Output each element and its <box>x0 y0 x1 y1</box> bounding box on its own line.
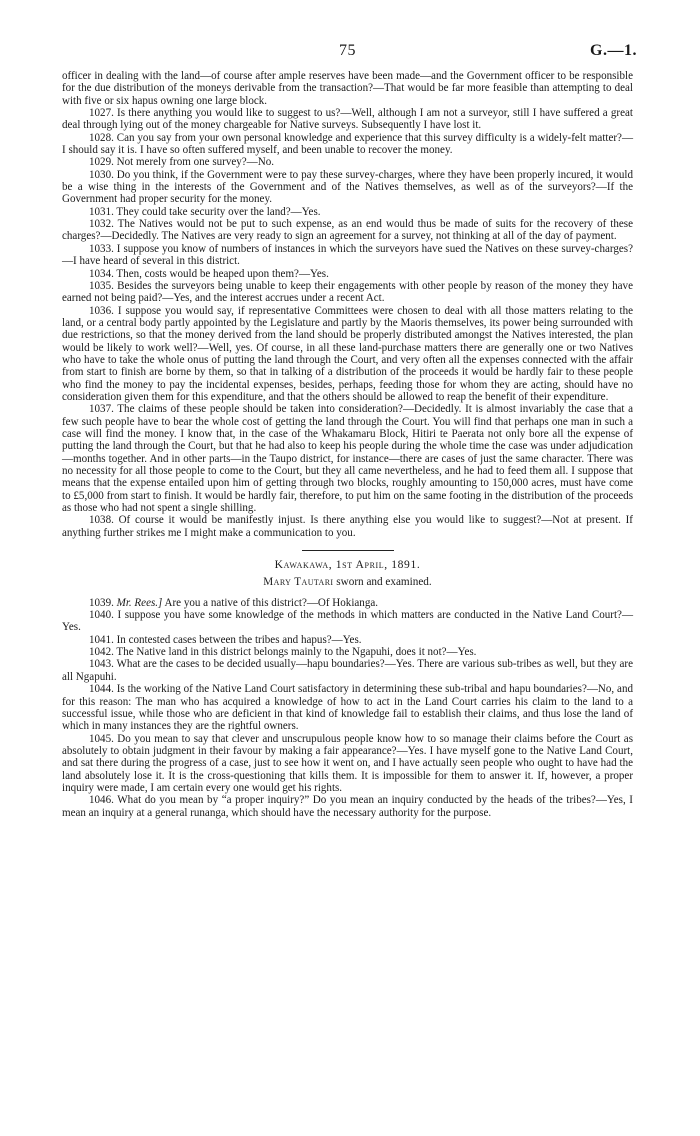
question-1034: 1034. Then, costs would be heaped upon them?—Yes. <box>89 267 329 280</box>
question-1039 <box>62 597 633 609</box>
question-1046: 1046. What do you mean by “a proper inquiry?” Do you mean an inquiry conducted by the heads of the tribes?—Yes, I mean an inquiry at a general runanga, which should have the necessary authority for the purpose. <box>62 794 633 819</box>
witness-status: sworn and examined. <box>336 576 432 589</box>
section-divider <box>302 550 394 551</box>
witness-name: Mary Tautari <box>263 576 334 589</box>
question-1036: 1036. I suppose you would say, if representative Committees were chosen to deal with all those matters relating to the land, or a central body partly appointed by the Legislature and partly by the Maoris themselves, its power being surrounded with due restrictions, so that the money derived from the land should be properly distributed amongst the Natives interested, the plan would be likely to work well?—Well, yes. Of course, in all these land-purchase matters there are generally one or two Natives who have to take the whole onus of putting the land through the Court, and very often all the expenses connected with the affair from start to finish are borne by them, so that in talking of a distribution of the proceeds it would be hardly fair to these people who find the money to pay the incidental expenses, besides, perhaps, feeding those for whom they are acting, should have no consideration given them for this expenditure, and that the others should be allowed to reap the benefit of their expenditure. <box>62 304 633 403</box>
document-code: G.—1. <box>590 42 637 59</box>
question-1029: 1029. Not merely from one survey?—No. <box>89 156 274 169</box>
question-1031: 1031. They could take security over the land?—Yes. <box>89 205 321 218</box>
evidence-section-2 <box>62 609 633 819</box>
question-1043: 1043. What are the cases to be decided usually—hapu boundaries?—Yes. There are various sub-tribes as well, but they are all Ngapuhi. <box>62 658 633 683</box>
question-1045: 1045. Do you mean to say that clever and unscrupulous people know how to so manage their claims before the Court as absolutely to obtain judgment in their favour by making a fair appearance?—Yes. I have myself gone to the Native Land Court, and sat there during the progress of a case, just to see how it went on, and I have actually seen people who ought to have had the land absolutely lose it. It is the cross-questioning that kills them. It is impossible for them to answer it. If, however, a proper inquiry were made, I am certain every one would get his rights. <box>62 732 633 794</box>
place-date-heading: Kawakawa, 1st April, 1891. <box>274 558 421 572</box>
question-1040: 1040. I suppose you have some knowledge of the methods in which matters are conducted in the Native Land Court?—Yes. <box>62 609 633 634</box>
question-1037: 1037. The claims of these people should be taken into consideration?—Decidedly. It is almost invariably the case that a few such people have to bear the whole cost of getting the land through the Court. You will find that perhaps one man in such a case will find the money. I know that, in the case of the Whakamaru Block, Hitiri te Paerata not only bore all the expense of putting the land through the Court, but that he had also to keep his people during the whole time the case was under adjudication—months together. And in other parts—in the Taupo district, for instance—there are cases of just the same character. There was no necessity for all those people to come to the Court, but they all came nevertheless, and he had to feed them all. I suppose that means that the expense entailed upon him of getting through two blocks, roughly amounting to 150,000 acres, must have come to £5,000 from start to finish. It would be hardly fair, therefore, to put him on the same footing in the distribution of the proceeds as those who had not spent a single shilling. <box>62 403 633 515</box>
question-1030: 1030. Do you think, if the Government were to pay these survey-charges, where they have been properly incured, it would be a wise thing in the interests of the Government and of the Natives themselves, as well as of the surveyors?—If the Government had proper security for the money. <box>62 168 633 206</box>
question-1042: 1042. The Native land in this district belongs mainly to the Ngapuhi, does it not?—Yes. <box>89 646 477 659</box>
witness-heading <box>62 576 633 588</box>
question-text: Are you a native of this district?—Of Hokianga. <box>164 596 379 609</box>
question-1038: 1038. Of course it would be manifestly injust. Is there anything else you would like to suggest?—Not at present. If anything further strikes me I might make a communication to you. <box>62 514 633 539</box>
page-header <box>62 42 637 70</box>
question-1033: 1033. I suppose you know of numbers of instances in which the surveyors have sued the Natives on these survey-charges?—I have heard of several in this district. <box>62 242 633 268</box>
question-1035: 1035. Besides the surveyors being unable to keep their engagements with other people by reason of the money they have earned not being paid?—Yes, and the interest accrues under a recent Act. <box>62 279 633 305</box>
opening-paragraph: officer in dealing with the land—of course after ample reserves have been made—and the Government officer to be responsible for the due distribution of the moneys derivable from the transaction?—That would be far more feasible than attempting to deal with five or six hapus owning one large block. <box>62 70 633 107</box>
question-1044: 1044. Is the working of the Native Land Court satisfactory in determining these sub-tribal and hapu boundaries?—No, and for this reason: The man who has acquired a knowledge of how to act in the Land Court carries his claim to the land to a successful issue, while those who are deficient in that kind of knowledge fail to establish their claims, and thus lose the land of which in many instances they are the rightful owners. <box>62 683 633 733</box>
question-1028: 1028. Can you say from your own personal knowledge and experience that this survey difficulty is a widely-felt matter?—I should say it is. I have so often suffered myself, and been unable to recover the money. <box>62 131 633 157</box>
document-body <box>62 70 633 819</box>
speaker-name: Mr. Rees.] <box>116 596 163 609</box>
question-number: 1039. <box>89 596 114 609</box>
question-1032: 1032. The Natives would not be put to such expense, as an end would thus be made of suits for the recovery of these charges?—Decidedly. The Natives are very ready to sign an agreement for a survey, not thinking at all of the day of payment. <box>62 218 633 243</box>
document-page <box>62 42 637 819</box>
question-1027: 1027. Is there anything you would like to suggest to us?—Well, although I am not a surveyor, still I have suffered a great deal through lying out of the money chargeable for Native surveys. Subsequently I have lost it. <box>62 107 633 132</box>
evidence-section-1 <box>62 107 633 539</box>
page-number: 75 <box>339 42 356 59</box>
question-1041: 1041. In contested cases between the tribes and hapus?—Yes. <box>89 633 362 646</box>
